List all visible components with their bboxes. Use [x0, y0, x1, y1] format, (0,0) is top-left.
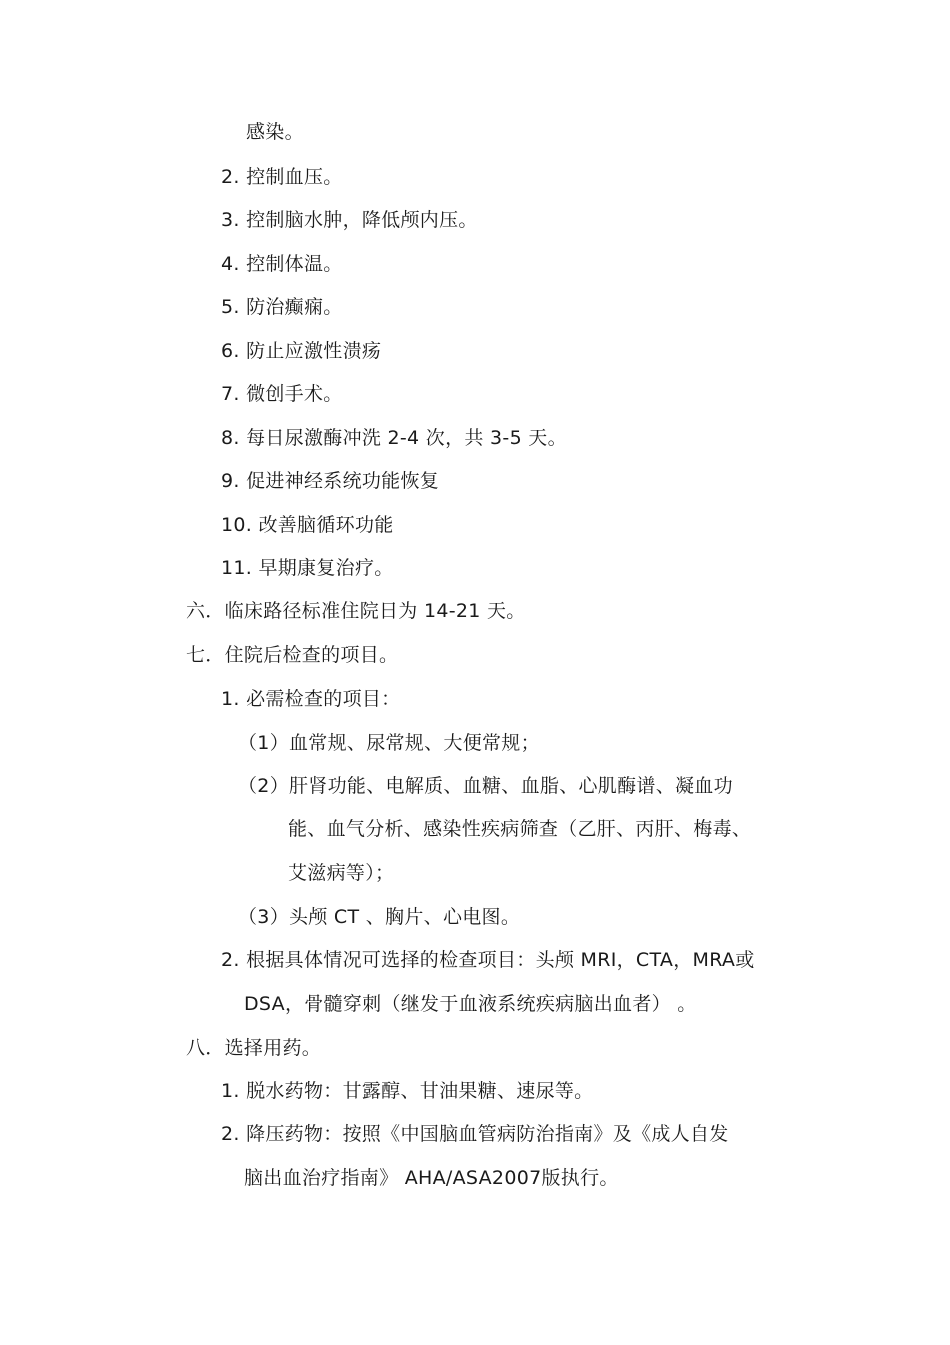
text-line: 2. 降压药物：按照《中国脑血管病防治指南》及《成人自发 — [221, 1123, 729, 1145]
text-line: 2. 根据具体情况可选择的检查项目：头颅 MRI，CTA，MRA或 — [221, 949, 755, 971]
section-heading: 七．住院后检查的项目。 — [186, 644, 399, 666]
section-heading: 八．选择用药。 — [186, 1037, 322, 1059]
text-line: 5. 防治癫痫。 — [221, 296, 343, 318]
text-line: 11. 早期康复治疗。 — [221, 557, 394, 579]
text-line: 4. 控制体温。 — [221, 253, 343, 275]
text-line: 7. 微创手术。 — [221, 383, 343, 405]
text-line: 3. 控制脑水肿，降低颅内压。 — [221, 209, 478, 231]
text-line: 脑出血治疗指南》 AHA/ASA2007版执行。 — [244, 1167, 619, 1189]
text-line: DSA，骨髓穿刺（继发于血液系统疾病脑出血者） 。 — [244, 993, 697, 1015]
section-heading: 六．临床路径标准住院日为 14-21 天。 — [186, 600, 526, 622]
text-line: 8. 每日尿激酶冲洗 2-4 次，共 3-5 天。 — [221, 427, 567, 449]
text-line: 能、血气分析、感染性疾病筛查（乙肝、丙肝、梅毒、 — [288, 818, 752, 840]
text-line: 感染。 — [246, 121, 304, 143]
text-line: 艾滋病等）； — [288, 862, 395, 884]
text-line: （3）头颅 CT 、胸片、心电图。 — [238, 906, 521, 928]
text-line: 6. 防止应激性溃疡 — [221, 340, 382, 362]
text-line: 9. 促进神经系统功能恢复 — [221, 470, 440, 492]
text-line: 1. 必需检查的项目： — [221, 688, 401, 710]
text-line: （2）肝肾功能、电解质、血糖、血脂、心肌酶谱、凝血功 — [238, 775, 733, 797]
text-line: （1）血常规、尿常规、大便常规； — [238, 732, 540, 754]
text-line: 10. 改善脑循环功能 — [221, 514, 394, 536]
text-line: 2. 控制血压。 — [221, 166, 343, 188]
text-line: 1. 脱水药物：甘露醇、甘油果糖、速尿等。 — [221, 1080, 594, 1102]
